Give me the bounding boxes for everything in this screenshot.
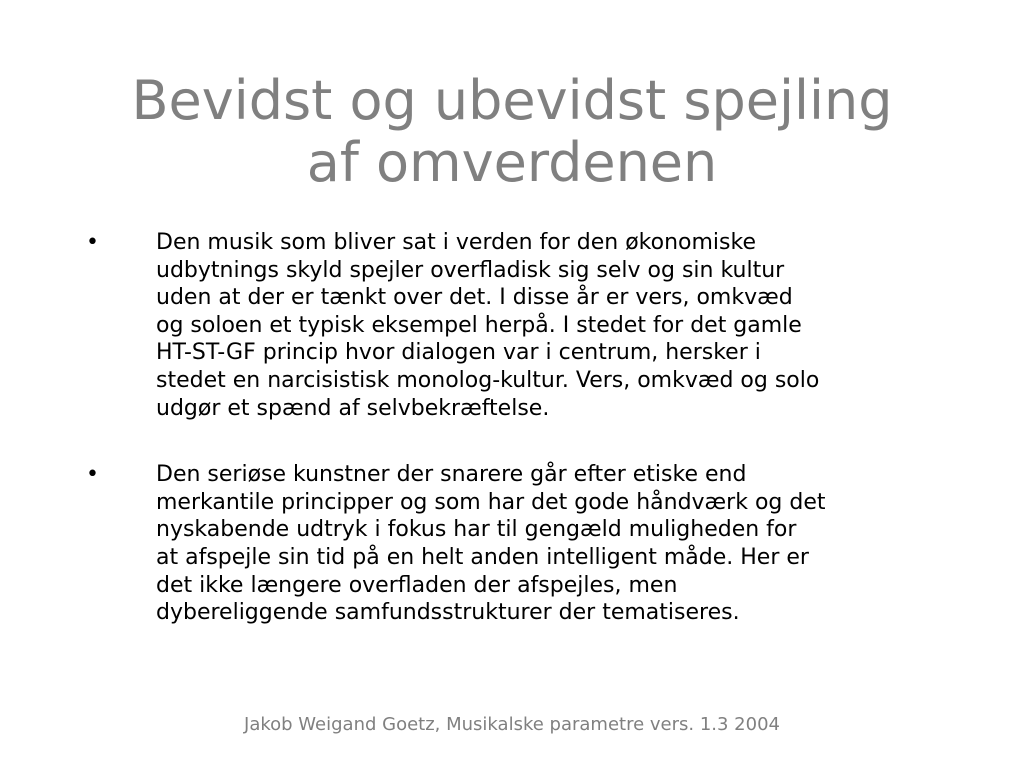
bullet-line: at afspejle sin tid på en helt anden intelligent måde. Her er [156, 544, 809, 570]
bullet-line: uden at der er tænkt over det. I disse år er vers, omkvæd [156, 285, 793, 311]
bullet-list [86, 229, 956, 666]
bullet-marker: • [86, 462, 99, 488]
bullet-item-1 [86, 229, 956, 422]
bullet-line: nyskabende udtryk i fokus har til gengæld muligheden for [156, 517, 797, 543]
bullet-marker: • [86, 230, 99, 255]
slide-footer: Jakob Weigand Goetz, Musikalske parametre vers. 1.3 2004 [244, 714, 780, 735]
bullet-line: udgør et spænd af selvbekræftelse. [156, 395, 550, 421]
bullet-line: og soloen et typisk eksempel herpå. I stedet for det gamle [156, 312, 802, 338]
bullet-text [156, 229, 956, 422]
title-line-1: Bevidst og ubevidst spejling [131, 69, 893, 132]
slide-title [60, 70, 964, 194]
bullet-line: udbytnings skyld spejler overfladisk sig selv og sin kultur [156, 257, 785, 283]
bullet-line: stedet en narcisistisk monolog-kultur. Vers, omkvæd og solo [156, 367, 820, 393]
bullet-line: Den seriøse kunstner der snarere går efter etiske end [156, 462, 747, 488]
bullet-line: merkantile principper og som har det gode håndværk og det [156, 489, 826, 515]
bullet-line: HT-ST-GF princip hvor dialogen var i centrum, hersker i [156, 340, 761, 366]
bullet-item-2 [86, 461, 956, 627]
bullet-line: det ikke længere overfladen der afspejles, men [156, 572, 678, 598]
bullet-line: dybereliggende samfundsstrukturer der tematiseres. [156, 600, 740, 626]
bullet-text [156, 461, 956, 627]
title-line-2: af omverdenen [306, 131, 718, 194]
bullet-line: Den musik som bliver sat i verden for den økonomiske [156, 230, 756, 255]
